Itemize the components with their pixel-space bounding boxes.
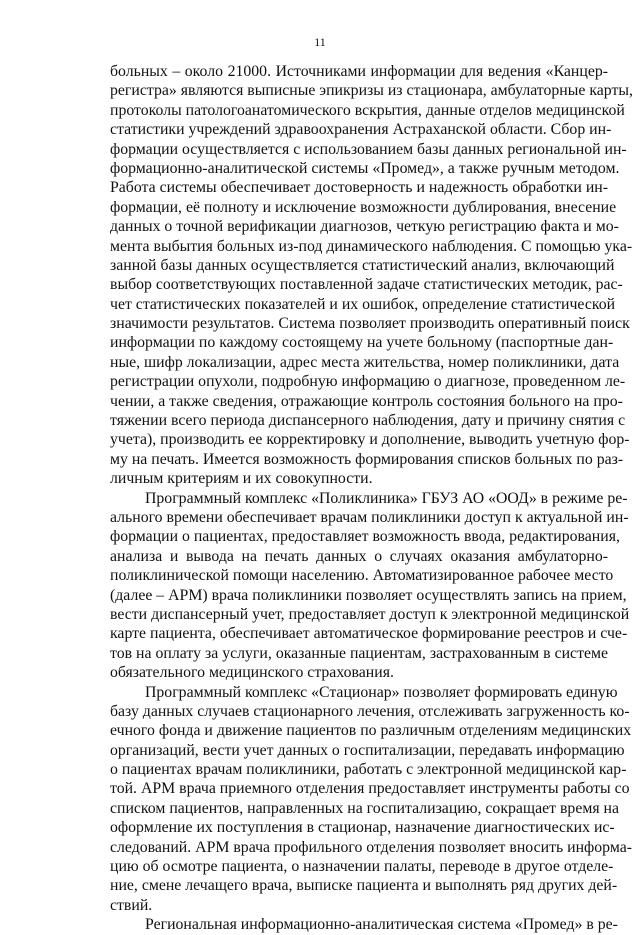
text-line: поликлинической помощи населению. Автоматизированное рабочее место [110, 567, 614, 585]
text-line: формации о пациентах, предоставляет возможность ввода, редактирования, [110, 528, 620, 546]
text-line: тов на оплату за услуги, оказанные пациентам, застрахованным в системе [110, 644, 608, 662]
text-line: личным критериям и их совокупности. [110, 470, 373, 488]
text-line: цию об осмотре пациента, о назначении палаты, переводе в другое отделе- [110, 858, 614, 876]
body-text [110, 62, 633, 935]
text-line: формационно-аналитической системы «Промед», а также ручным методом. [110, 159, 620, 177]
text-line: больных – около 21000. Источниками информации для ведения «Канцер- [110, 63, 608, 80]
paragraph [110, 683, 632, 916]
text-line: формации, её полноту и исключение возможности дублирования, внесение [110, 198, 617, 216]
text-line: тяжении всего периода диспансерного наблюдения, дату и причину снятия с [110, 412, 626, 430]
text-line: той. АРМ врача приемного отделения предоставляет инструменты работы со [110, 780, 630, 798]
text-line: информации по каждому состоящему на учете больному (паспортные дан- [110, 334, 614, 352]
text-line: организаций, вести учет данных о госпитализации, передавать информацию [110, 741, 625, 759]
text-line: Программный комплекс «Стационар» позволяет формировать единую [145, 683, 618, 701]
text-line: формации осуществляется с использованием базы данных региональной ин- [110, 140, 627, 158]
page-number: 11 [314, 35, 326, 49]
paragraph [110, 489, 630, 683]
text-line: карте пациента, обеспечивает автоматическое формирование реестров и сче- [110, 625, 628, 643]
text-line: Работа системы обеспечивает достоверность и надежность обработки ин- [110, 179, 608, 197]
text-line: анализа и вывода на печать данных о случаях оказания амбулаторно- [110, 547, 608, 565]
text-line: чении, а также сведения, отражающие контроль состояния больного на про- [110, 392, 623, 410]
text-line: регистра» являются выписные эпикризы из стационара, амбулаторные карты, [110, 82, 633, 100]
text-line: значимости результатов. Система позволяет производить оперативный поиск [110, 315, 630, 333]
text-line: ечного фонда и движение пациентов по различным отделениям медицинских [110, 722, 632, 740]
text-line: занной базы данных осуществляется статистический анализ, включающий [110, 256, 615, 274]
text-line: регистрации опухоли, подробную информацию о диагнозе, проведенном ле- [110, 373, 626, 391]
text-line: списком пациентов, направленных на госпитализацию, сокращает время на [110, 799, 620, 817]
text-line: ствий. [110, 896, 153, 914]
text-line: статистики учреждений здравоохранения Астраханской области. Сбор ин- [110, 121, 612, 139]
text-line: данных о точной верификации диагнозов, четкую регистрацию факта и мо- [110, 218, 619, 236]
text-line: му на печать. Имеется возможность формирования списков больных по раз- [110, 450, 624, 468]
text-line: (далее – АРМ) врача поликлиники позволяет осуществлять запись на прием, [110, 586, 627, 604]
text-line: обязательного медицинского страхования. [110, 664, 394, 682]
text-line: учета), производить ее корректировку и дополнение, выводить учетную фор- [110, 431, 630, 449]
text-line: протоколы патологоанатомического вскрытия, данные отделов медицинской [110, 101, 625, 119]
paragraph [110, 62, 633, 489]
text-line: чет статистических показателей и их ошибок, определение статистической [110, 295, 616, 313]
text-line: мента выбытия больных из-под динамического наблюдения. С помощью ука- [110, 237, 633, 255]
paragraph [110, 915, 618, 934]
text-line: ные, шифр локализации, адрес места жительства, номер поликлиники, дата [110, 353, 620, 371]
text-line: выбор соответствующих поставленной задаче статистических методик, рас- [110, 276, 623, 294]
text-line: Программный комплекс «Поликлиника» ГБУЗ АО «ООД» в режиме ре- [145, 489, 628, 507]
text-line: ального времени обеспечивает врачам поликлиники доступ к актуальной ин- [110, 508, 629, 526]
text-line: оформление их поступления в стационар, назначение диагностических ис- [110, 819, 615, 837]
text-line: базу данных случаев стационарного лечения, отслеживать загруженность ко- [110, 702, 630, 720]
text-line: о пациентах врачам поликлиники, работать с электронной медицинской кар- [110, 761, 627, 779]
text-line: ние, смене лечащего врача, выписке пациента и выполнять ряд других дей- [110, 877, 618, 895]
text-line: следований. АРМ врача профильного отделения позволяет вносить информа- [110, 838, 632, 856]
text-line: Региональная информационно-аналитическая система «Промед» в ре- [145, 916, 618, 934]
text-line: вести диспансерный учет, предоставляет доступ к электронной медицинской [110, 605, 630, 623]
